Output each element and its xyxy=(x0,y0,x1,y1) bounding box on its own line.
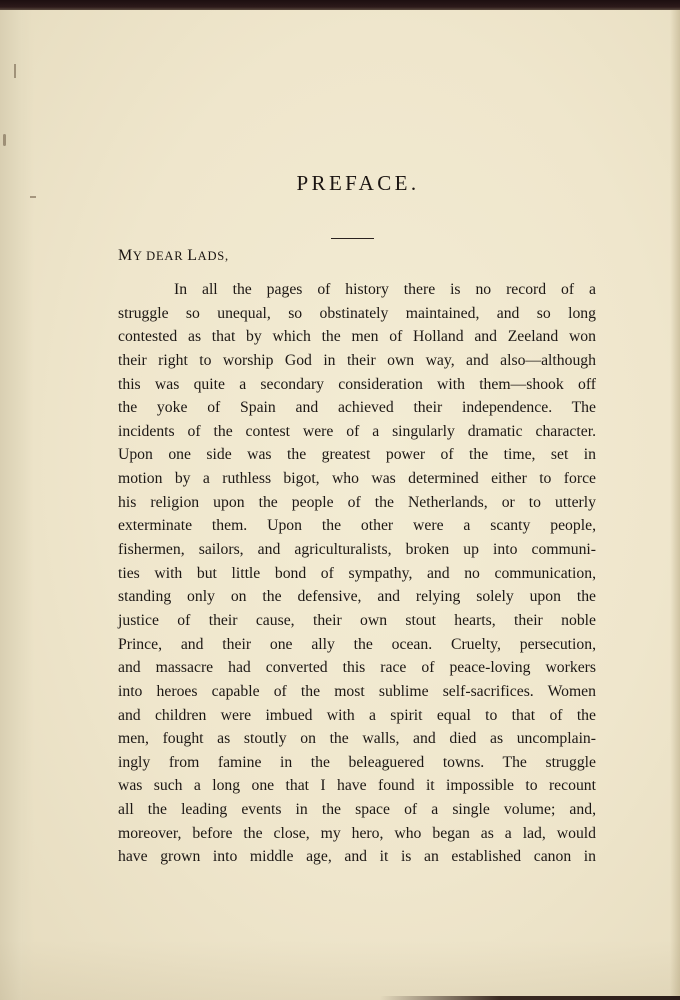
body-text xyxy=(118,278,596,869)
text-line: justice of their cause, their own stout hearts, their noble xyxy=(118,611,596,629)
text-line: Upon one side was the greatest power of the time, set in xyxy=(118,446,596,464)
text-line: and children were imbued with a spirit equal to that of the xyxy=(118,706,596,724)
text-line: incidents of the contest were of a singularly dramatic character. xyxy=(118,422,596,440)
text-line: ingly from famine in the beleaguered towns. The struggle xyxy=(118,753,596,771)
salutation-small-caps: ADS, xyxy=(197,249,229,263)
text-line: motion by a ruthless bigot, who was determined either to force xyxy=(118,470,596,488)
margin-mark xyxy=(3,134,6,146)
title-rule xyxy=(331,238,374,239)
page-right-edge xyxy=(670,10,680,1000)
text-line: fishermen, sailors, and agriculturalists, broken up into communi- xyxy=(118,541,596,559)
text-line: into heroes capable of the most sublime self-sacrifices. Women xyxy=(118,682,596,700)
text-line: exterminate them. Upon the other were a scanty people, xyxy=(118,517,596,535)
margin-mark xyxy=(30,196,36,198)
text-line: have grown into middle age, and it is an established canon in xyxy=(118,848,596,866)
page-gutter-shadow xyxy=(0,10,34,1000)
text-line: Prince, and their one ally the ocean. Cruelty, persecution, xyxy=(118,635,596,653)
salutation-initial: M xyxy=(118,247,133,264)
text-line: all the leading events in the space of a single volume; and, xyxy=(118,801,596,819)
salutation-initial: L xyxy=(187,247,198,264)
salutation xyxy=(118,247,229,265)
text-line: contested as that by which the men of Holland and Zeeland won xyxy=(118,328,596,346)
text-line: standing only on the defensive, and relying solely upon the xyxy=(118,588,596,606)
text-line: moreover, before the close, my hero, who began as a lad, would xyxy=(118,824,596,842)
salutation-small-caps: Y DEAR xyxy=(132,249,188,263)
text-line: struggle so unequal, so obstinately maintained, and so long xyxy=(118,304,596,322)
page-title: PREFACE. xyxy=(296,171,420,195)
page-top-edge xyxy=(0,0,680,10)
text-line: ties with but little bond of sympathy, and no communication, xyxy=(118,564,596,582)
text-line: his religion upon the people of the Netherlands, or to utterly xyxy=(118,493,596,511)
margin-mark xyxy=(14,64,16,78)
text-line: this was quite a secondary consideration with them—shook off xyxy=(118,375,596,393)
text-line: In all the pages of history there is no record of a xyxy=(174,281,596,298)
text-line: and massacre had converted this race of peace-loving workers xyxy=(118,659,596,677)
text-line: the yoke of Spain and achieved their independence. The xyxy=(118,399,596,417)
text-line: was such a long one that I have found it impossible to recount xyxy=(118,777,596,795)
page-bottom-shadow xyxy=(0,940,680,1000)
text-line: their right to worship God in their own way, and also—although xyxy=(118,351,596,369)
text-line: men, fought as stoutly on the walls, and died as uncomplain- xyxy=(118,730,596,748)
page-bottom-edge xyxy=(380,996,680,1000)
